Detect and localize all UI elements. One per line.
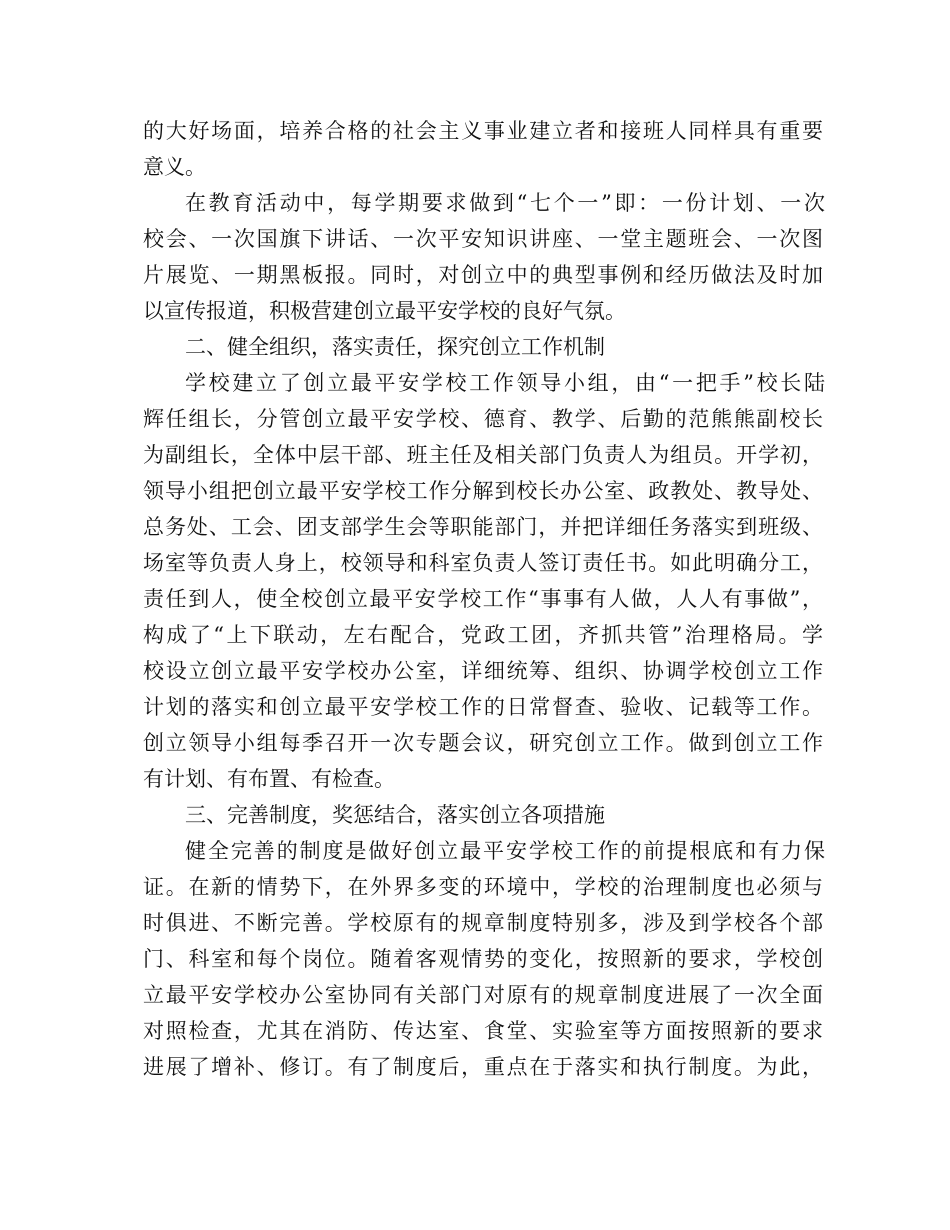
text-line: 证。在新的情势下，在外界多变的环境中，学校的治理制度也必须与 [143, 875, 823, 899]
text-line: 以宣传报道，积极营建创立最平安学校的良好气氛。 [143, 299, 626, 323]
text-line: 辉任组长，分管创立最平安学校、德育、教学、后勤的范熊熊副校长 [143, 407, 823, 431]
text-line: 时俱进、不断完善。学校原有的规章制度特别多，涉及到学校各个部 [143, 911, 823, 935]
section-heading: 三、完善制度，奖惩结合，落实创立各项措施 [185, 803, 605, 827]
text-line: 学校建立了创立最平安学校工作领导小组，由“一把手”校长陆 [185, 371, 825, 395]
text-line: 意义。 [143, 155, 206, 179]
text-line: 在教育活动中，每学期要求做到“七个一”即：一份计划、一次 [185, 191, 825, 215]
text-line: 有计划、有布置、有检查。 [143, 767, 395, 791]
text-line: 的大好场面，培养合格的社会主义事业建立者和接班人同样具有重要 [143, 119, 823, 143]
text-line: 立最平安学校办公室协同有关部门对原有的规章制度进展了一次全面 [143, 983, 823, 1007]
text-line: 领导小组把创立最平安学校工作分解到校长办公室、政教处、教导处、 [143, 479, 823, 503]
text-line: 创立领导小组每季召开一次专题会议，研究创立工作。做到创立工作 [143, 731, 823, 755]
text-line: 健全完善的制度是做好创立最平安学校工作的前提根底和有力保 [185, 839, 825, 863]
text-line: 总务处、工会、团支部学生会等职能部门，并把详细任务落实到班级、 [143, 515, 823, 539]
text-line: 计划的落实和创立最平安学校工作的日常督查、验收、记载等工作。 [143, 695, 823, 719]
text-line: 对照检查，尤其在消防、传达室、食堂、实验室等方面按照新的要求 [143, 1019, 823, 1043]
text-line: 校会、一次国旗下讲话、一次平安知识讲座、一堂主题班会、一次图 [143, 227, 823, 251]
text-line: 进展了增补、修订。有了制度后，重点在于落实和执行制度。为此， [143, 1055, 823, 1079]
text-line: 责任到人，使全校创立最平安学校工作“事事有人做，人人有事做”， [143, 587, 823, 611]
text-line: 门、科室和每个岗位。随着客观情势的变化，按照新的要求，学校创 [143, 947, 823, 971]
text-line: 片展览、一期黑板报。同时，对创立中的典型事例和经历做法及时加 [143, 263, 823, 287]
section-heading: 二、健全组织，落实责任，探究创立工作机制 [185, 335, 605, 359]
text-line: 为副组长，全体中层干部、班主任及相关部门负责人为组员。开学初， [143, 443, 823, 467]
text-line: 构成了“上下联动，左右配合，党政工团，齐抓共管”治理格局。学 [143, 623, 823, 647]
text-line: 场室等负责人身上，校领导和科室负责人签订责任书。如此明确分工， [143, 551, 823, 575]
text-line: 校设立创立最平安学校办公室，详细统筹、组织、协调学校创立工作 [143, 659, 823, 683]
